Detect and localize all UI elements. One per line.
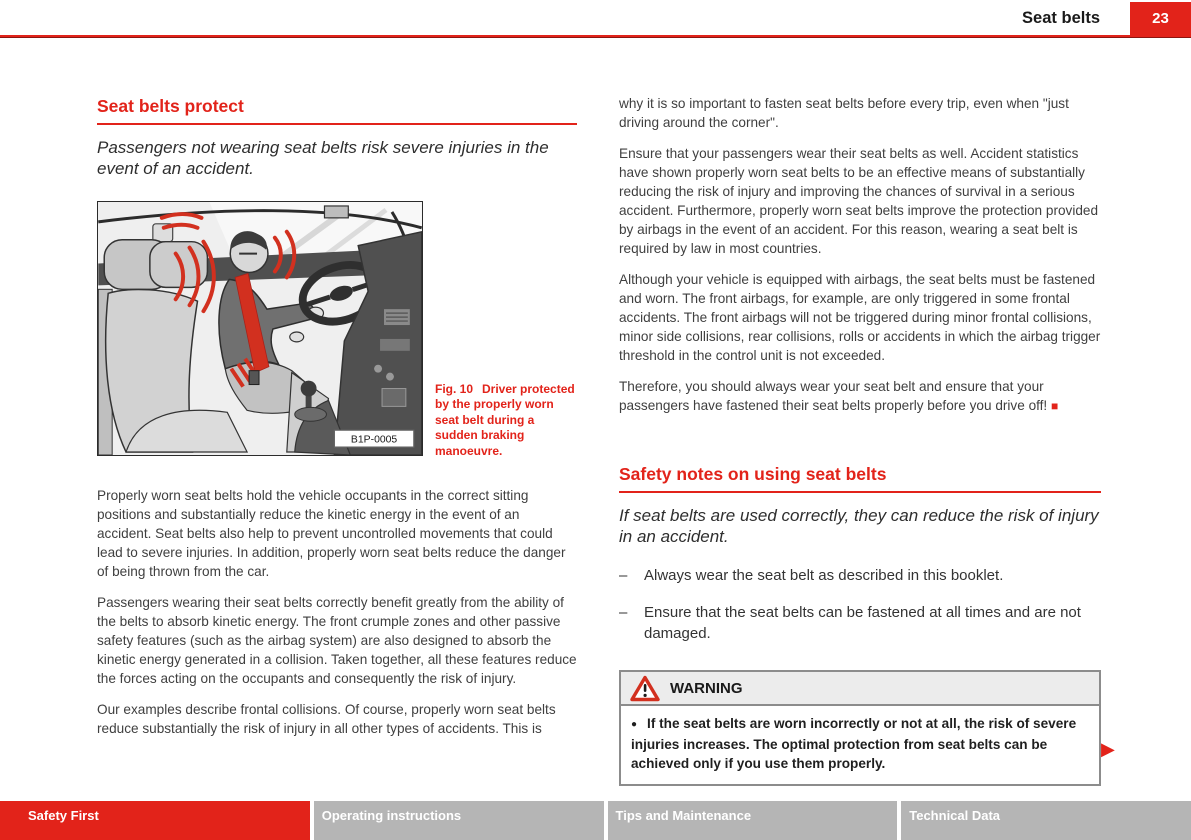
warning-triangle-icon [630, 675, 660, 702]
paragraph: Passengers wearing their seat belts correctly benefit greatly from the ability of the belts to absorb kinetic energy. The front crumple zones and other passive safety features (such as the airbag system) are also designed to absorb the kinetic energy generated in a collision. Taken together, all these features reduce the forces acting on the occupants and consequently the risk of injury. [97, 595, 577, 686]
dash-marker: – [619, 567, 628, 584]
right-column [619, 94, 1101, 786]
warning-text: If the seat belts are worn incorrectly or not at all, the risk of severe injuries increases. The optimal protection from seat belts can be achieved only if you use them properly. [631, 716, 1077, 771]
driver-illustration-icon [98, 202, 422, 455]
paragraph-text: Therefore, you should always wear your seat belt and ensure that your passengers have fastened their seat belts properly before you drive off! [619, 379, 1048, 413]
header-rule [0, 35, 1191, 38]
paragraph: Properly worn seat belts hold the vehicle occupants in the correct sitting positions and substantially reduce the kinetic energy in the event of an accident. Seat belts also help to prevent uncontrolled movements that could lead to severe injuries. In addition, properly worn seat belts reduce the danger of being thrown from the car. [97, 488, 566, 579]
list-item [619, 602, 1101, 644]
figure-image [97, 201, 423, 456]
footer-tab-label: Safety First [28, 808, 99, 823]
footer-nav [0, 801, 1191, 840]
page-title: Seat belts [1022, 9, 1100, 27]
section-lede: Passengers not wearing seat belts risk severe injuries in the event of an accident. [97, 138, 549, 178]
footer-tab-technical-data [901, 801, 1191, 840]
section-title-safety-notes: Safety notes on using seat belts [619, 464, 1101, 493]
warning-title: WARNING [670, 679, 743, 697]
footer-tab-operating-instructions [314, 801, 604, 840]
section-title-seat-belts-protect: Seat belts protect [97, 96, 577, 125]
dash-marker: – [619, 604, 628, 621]
continuation-arrow-icon: ▶ [1101, 739, 1115, 759]
paragraph [619, 377, 1101, 416]
section-lede: If seat belts are used correctly, they can reduce the risk of injury in an accident. [619, 506, 1099, 546]
section-end-icon: ■ [1051, 399, 1059, 413]
list-item [619, 565, 1101, 586]
warning-bullet: ● [631, 719, 638, 730]
footer-tab-tips-and-maintenance [608, 801, 898, 840]
figure-caption-label: Fig. 10 [435, 381, 474, 396]
safety-list [619, 565, 1101, 644]
paragraph: Our examples describe frontal collisions. Of course, properly worn seat belts reduce substantially the risk of injury in all other types of accidents. This is [97, 702, 556, 736]
list-item-text: Always wear the seat belt as described in this booklet. [644, 567, 1004, 584]
list-item-text: Ensure that the seat belts can be fastened at all times and are not damaged. [644, 604, 1081, 642]
footer-tab-safety-first [0, 801, 310, 840]
paragraph: why it is so important to fasten seat belts before every trip, even when "just driving around the corner". [619, 96, 1069, 130]
figure-caption-text: Driver protected by the properly worn seat belt during a sudden braking manoeuvre. [435, 381, 575, 458]
paragraph: Ensure that your passengers wear their seat belts as well. Accident statistics have shown properly worn seat belts to be an effective means of substantially reducing the risk of injury and improving the chances of survival in a serious accident. Furthermore, properly worn seat belts improve the protection provided by airbags in the event of an accident. For this reason, wearing a seat belt is required by law in most countries. [619, 146, 1099, 256]
left-column [97, 96, 577, 750]
page-number-badge: 23 [1130, 2, 1191, 35]
warning-body [621, 706, 1099, 784]
footer-tab-label: Operating instructions [321, 808, 462, 823]
warning-header [621, 672, 1099, 706]
figure-caption [435, 382, 577, 460]
warning-box [619, 670, 1101, 786]
footer-tab-label: Technical Data [909, 808, 1001, 823]
image-code-label: B1P-0005 [350, 434, 398, 446]
paragraph: Although your vehicle is equipped with airbags, the seat belts must be fastened and worn. The front airbags, for example, are only triggered in some frontal accidents. The front airbags will not be triggered during minor frontal collisions, minor side collisions, rear collisions, rolls or accidents in which the airbag trigger threshold in the control unit is not exceeded. [619, 272, 1101, 363]
figure [97, 201, 577, 456]
footer-tab-label: Tips and Maintenance [615, 808, 752, 823]
